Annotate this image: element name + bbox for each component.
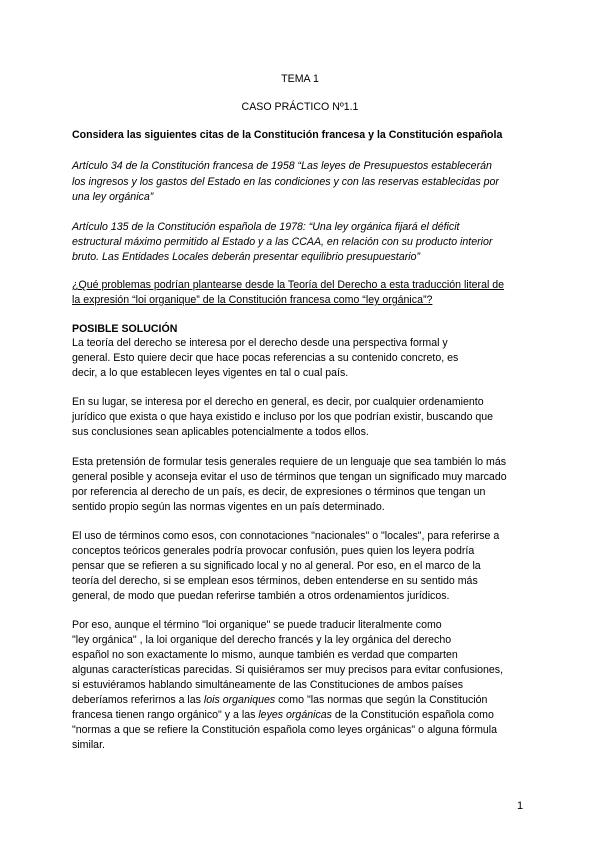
text-line: general, de modo que puedan referirse también a otros ordenamientos jurídicos. (72, 590, 450, 602)
text-line: algunas características parecidas. Si quisiéramos ser muy precisos para evitar confusiones, (72, 664, 504, 676)
text-run: francesa tienen rango orgánico" y a las (72, 709, 259, 721)
text-line: pensar que se refieren a su significado local y no al general. Por eso, en el marco de la (72, 560, 481, 572)
quote-line: bruto. Las Entidades Locales deberán presentar equilibrio presupuestario” (72, 251, 421, 263)
text-line: similar. (72, 739, 105, 751)
solution-title: POSIBLE SOLUCIÓN (72, 323, 178, 335)
text-line: general posible y aconseja evitar el uso de términos que tengan un significado muy marcado (72, 471, 507, 483)
text-line: "ley orgánica" , la loi organique del derecho francés y la ley orgánica del derecho (72, 634, 452, 646)
quote-line: Artículo 135 de la Constitución española de 1978: “Una ley orgánica fijará el déficit (72, 221, 460, 233)
text-run-italic: lois organiques (203, 694, 276, 706)
text-run: deberíamos referirnos a las (72, 694, 204, 706)
text-line: La teoría del derecho se interesa por el derecho desde una perspectiva formal y (72, 337, 448, 349)
caso-label: CASO PRÁCTICO Nº1.1 (241, 101, 359, 113)
text-line: si estuviéramos hablando simultáneamente de las Constituciones de ambos países (72, 679, 464, 691)
quote-line: Artículo 34 de la Constitución francesa de 1958 “Las leyes de Presupuestos establecerán (72, 160, 492, 172)
text-line: teoría del derecho, si se emplean esos términos, deben entenderse en su sentido más (72, 575, 478, 587)
text-line: conceptos teóricos generales podría provocar confusión, pues quien los leyera podría (72, 545, 475, 557)
text-line: "normas a que se refiere la Constitución española como leyes orgánicas" o alguna fórmula (72, 724, 498, 736)
text-run: como "las normas que según la Constitución (275, 694, 488, 706)
text-line: jurídico que exista o que haya existido e incluso por los que podrían existir, buscando que (72, 411, 494, 423)
question-line: la expresión “loi organique” de la Constitución francesa como “ley orgánica”? (72, 294, 433, 306)
text-line: general. Esto quiere decir que hace pocas referencias a su contenido concreto, es (72, 352, 459, 364)
text-line: sentido propio según las normas vigentes en un país determinado. (72, 501, 385, 513)
text-line (72, 693, 487, 707)
text-line: Por eso, aunque el término "loi organique" se puede traducir literalmente como (72, 619, 442, 631)
quote-line: los ingresos y los gastos del Estado en las condiciones y con las reservas establecidas por (72, 176, 499, 188)
text-line: Esta pretensión de formular tesis generales requiere de un lenguaje que sea también lo más (72, 456, 507, 468)
question-line: ¿Qué problemas podrían plantearse desde la Teoría del Derecho a esta traducción literal de (72, 279, 505, 291)
text-line (72, 708, 494, 722)
text-line: por referencia al derecho de un país, es decir, de expresiones o términos que tengan un (72, 486, 486, 498)
text-run-italic: leyes orgánicas (258, 709, 332, 721)
quote-line: una ley orgánica” (72, 191, 154, 203)
text-line: decir, a lo que establecen leyes vigentes en tal o cual país. (72, 367, 349, 379)
text-line: español no son exactamente lo mismo, aunque también es verdad que comparten (72, 649, 458, 661)
text-line: El uso de términos como esos, con connotaciones "nacionales" o "locales", para referirse a (72, 530, 500, 542)
text-run: de la Constitución española como (331, 709, 494, 721)
quote-line: estructural máximo permitido al Estado y a las CCAA, en relación con su producto interior (72, 236, 493, 248)
text-line: sus conclusiones sean aplicables potencialmente a todos ellos. (72, 426, 369, 438)
section-heading: Considera las siguientes citas de la Constitución francesa y la Constitución española (72, 129, 503, 141)
page-number: 1 (517, 800, 524, 812)
text-line: En su lugar, se interesa por el derecho en general, es decir, por cualquier ordenamiento (72, 396, 484, 408)
tema-label: TEMA 1 (281, 73, 319, 85)
